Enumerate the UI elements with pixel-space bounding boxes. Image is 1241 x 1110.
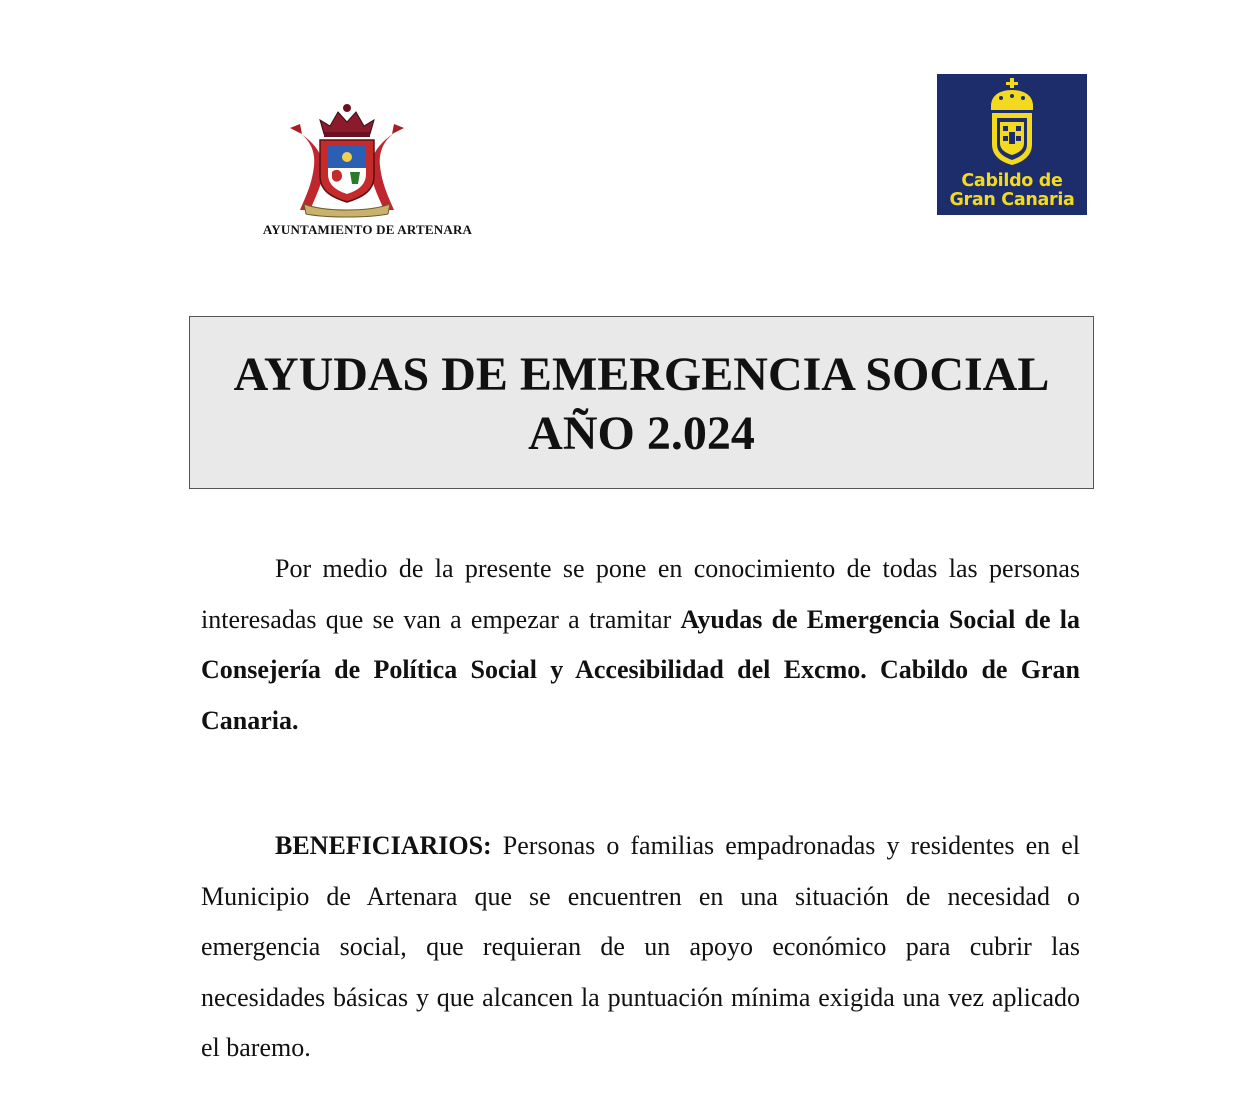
beneficiaries-text: Personas o familias empadronadas y residentes en el Municipio de Artenara que se encuentren en una situación de necesidad o emergencia social, que requieran de un apoyo económico para cubrir las necesidades básicas y que alcancen la puntuación mínima exigida una vez aplicado el baremo. (201, 831, 1080, 1062)
title-line-2: AÑO 2.024 (528, 407, 755, 460)
beneficiaries-label: BENEFICIARIOS: (275, 831, 492, 860)
intro-bold-text: Ayudas de Emergencia Social de la Consejería de Política Social y Accesibilidad del Excmo. Cabildo de Gran Canaria. (201, 604, 1080, 735)
cabildo-logo (937, 74, 1087, 215)
ayuntamiento-caption: AYUNTAMIENTO DE ARTENARA (262, 222, 473, 237)
beneficiaries-paragraph (201, 821, 1080, 1074)
intro-text: Por medio de la presente se pone en conocimiento de todas las personas interesadas que se van a empezar a tramitar (201, 554, 1080, 634)
artenara-coat-of-arms-icon (284, 100, 410, 218)
cabildo-logo-line1: Cabildo de (961, 171, 1063, 191)
intro-paragraph (201, 544, 1080, 746)
cabildo-logo-line2: Gran Canaria (949, 190, 1075, 210)
title-line-1: AYUDAS DE EMERGENCIA SOCIAL (233, 348, 1050, 401)
title-box (189, 316, 1094, 489)
